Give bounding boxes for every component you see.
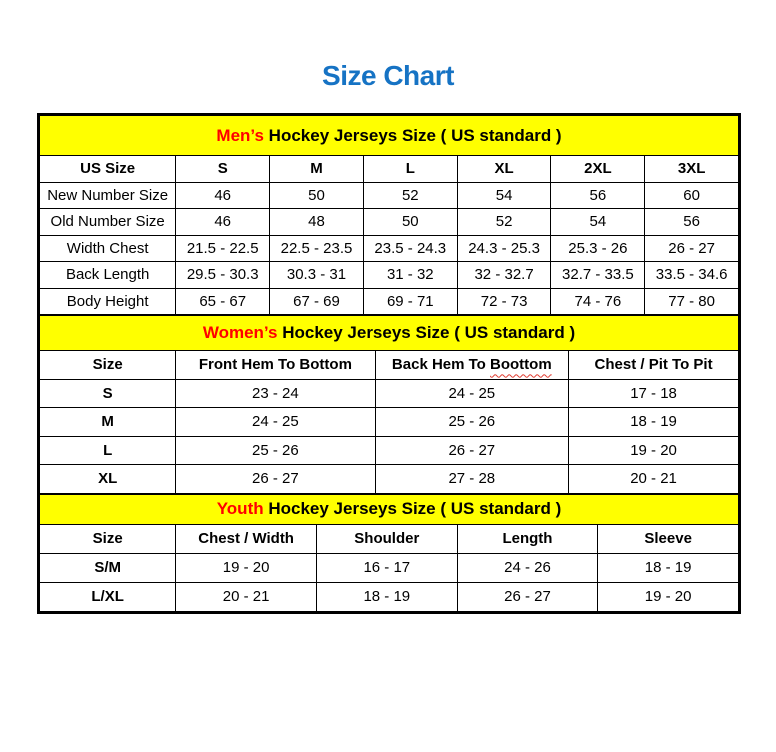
table-cell: 32.7 - 33.5 <box>551 262 645 289</box>
page-title: Size Chart <box>322 60 454 91</box>
row-label: S/M <box>40 553 176 582</box>
column-header: L <box>363 156 457 183</box>
table-cell: 50 <box>363 209 457 236</box>
table-cell: 26 - 27 <box>457 582 598 611</box>
youth-band-accent: Youth <box>216 499 264 518</box>
womens-band-text: Hockey Jerseys Size ( US standard ) <box>277 323 576 342</box>
column-header <box>375 351 569 380</box>
row-label: XL <box>40 465 176 494</box>
table-cell: 23 - 24 <box>176 379 375 408</box>
table-cell: 48 <box>270 209 364 236</box>
table-row <box>40 156 739 183</box>
table-cell: 27 - 28 <box>375 465 569 494</box>
table-row <box>40 182 739 209</box>
table-cell: 56 <box>551 182 645 209</box>
table-cell: 23.5 - 24.3 <box>363 235 457 262</box>
table-cell: 69 - 71 <box>363 288 457 315</box>
table-row <box>40 494 739 524</box>
table-cell: 18 - 19 <box>598 553 739 582</box>
table-cell: 25 - 26 <box>375 408 569 437</box>
table-row <box>40 524 739 553</box>
youth-size-table <box>39 494 739 612</box>
column-header: Shoulder <box>316 524 457 553</box>
table-row <box>40 408 739 437</box>
row-label: L/XL <box>40 582 176 611</box>
row-label: Old Number Size <box>40 209 176 236</box>
table-cell: 65 - 67 <box>176 288 270 315</box>
youth-band-text: Hockey Jerseys Size ( US standard ) <box>263 499 562 518</box>
table-cell: 19 - 20 <box>569 436 739 465</box>
size-chart-page <box>0 60 776 614</box>
column-header: Chest / Pit To Pit <box>569 351 739 380</box>
table-row <box>40 582 739 611</box>
table-cell: 26 - 27 <box>375 436 569 465</box>
table-cell: 52 <box>363 182 457 209</box>
column-header: Chest / Width <box>176 524 317 553</box>
table-cell: 74 - 76 <box>551 288 645 315</box>
mens-band-text: Hockey Jerseys Size ( US standard ) <box>263 125 562 145</box>
table-cell: 25.3 - 26 <box>551 235 645 262</box>
table-cell: 22.5 - 23.5 <box>270 235 364 262</box>
table-cell: 46 <box>176 209 270 236</box>
misspelled-word: Boottom <box>490 356 552 374</box>
table-row <box>40 235 739 262</box>
column-header: M <box>270 156 364 183</box>
table-cell: 17 - 18 <box>569 379 739 408</box>
table-cell: 30.3 - 31 <box>270 262 364 289</box>
table-cell: 77 - 80 <box>645 288 739 315</box>
mens-section-band <box>40 116 739 156</box>
table-cell: 60 <box>645 182 739 209</box>
column-header: S <box>176 156 270 183</box>
row-label: S <box>40 379 176 408</box>
womens-size-table <box>39 315 739 494</box>
table-cell: 46 <box>176 182 270 209</box>
table-row <box>40 262 739 289</box>
column-header: Size <box>40 351 176 380</box>
column-header: XL <box>457 156 551 183</box>
column-header-text: Back Hem To <box>391 356 491 374</box>
table-cell: 24.3 - 25.3 <box>457 235 551 262</box>
youth-section-band <box>40 494 739 524</box>
table-cell: 33.5 - 34.6 <box>645 262 739 289</box>
table-cell: 54 <box>551 209 645 236</box>
table-cell: 19 - 20 <box>598 582 739 611</box>
table-row <box>40 288 739 315</box>
womens-section-band <box>40 316 739 351</box>
column-header: Sleeve <box>598 524 739 553</box>
column-header: 2XL <box>551 156 645 183</box>
table-row <box>40 351 739 380</box>
table-row <box>40 209 739 236</box>
mens-size-table <box>39 115 739 315</box>
column-header: Size <box>40 524 176 553</box>
table-cell: 50 <box>270 182 364 209</box>
table-cell: 24 - 25 <box>375 379 569 408</box>
table-cell: 29.5 - 30.3 <box>176 262 270 289</box>
mens-band-accent: Men’s <box>216 125 264 145</box>
table-cell: 52 <box>457 209 551 236</box>
table-cell: 20 - 21 <box>569 465 739 494</box>
table-cell: 67 - 69 <box>270 288 364 315</box>
column-header: Front Hem To Bottom <box>176 351 375 380</box>
table-row <box>40 436 739 465</box>
row-label: M <box>40 408 176 437</box>
table-cell: 26 - 27 <box>645 235 739 262</box>
table-cell: 20 - 21 <box>176 582 317 611</box>
row-label: New Number Size <box>40 182 176 209</box>
table-cell: 32 - 32.7 <box>457 262 551 289</box>
table-cell: 54 <box>457 182 551 209</box>
column-header: 3XL <box>645 156 739 183</box>
table-cell: 56 <box>645 209 739 236</box>
table-cell: 21.5 - 22.5 <box>176 235 270 262</box>
table-cell: 25 - 26 <box>176 436 375 465</box>
table-cell: 16 - 17 <box>316 553 457 582</box>
table-cell: 18 - 19 <box>316 582 457 611</box>
table-cell: 24 - 25 <box>176 408 375 437</box>
row-label: L <box>40 436 176 465</box>
row-label: Back Length <box>40 262 176 289</box>
table-row <box>40 465 739 494</box>
column-header: US Size <box>40 156 176 183</box>
row-label: Body Height <box>40 288 176 315</box>
table-cell: 31 - 32 <box>363 262 457 289</box>
table-cell: 18 - 19 <box>569 408 739 437</box>
table-row <box>40 379 739 408</box>
column-header: Length <box>457 524 598 553</box>
table-row <box>40 316 739 351</box>
size-chart-tables <box>37 113 741 614</box>
table-cell: 72 - 73 <box>457 288 551 315</box>
table-row <box>40 116 739 156</box>
womens-band-accent: Women’s <box>202 323 278 342</box>
table-row <box>40 553 739 582</box>
table-cell: 24 - 26 <box>457 553 598 582</box>
table-cell: 19 - 20 <box>176 553 317 582</box>
row-label: Width Chest <box>40 235 176 262</box>
table-cell: 26 - 27 <box>176 465 375 494</box>
